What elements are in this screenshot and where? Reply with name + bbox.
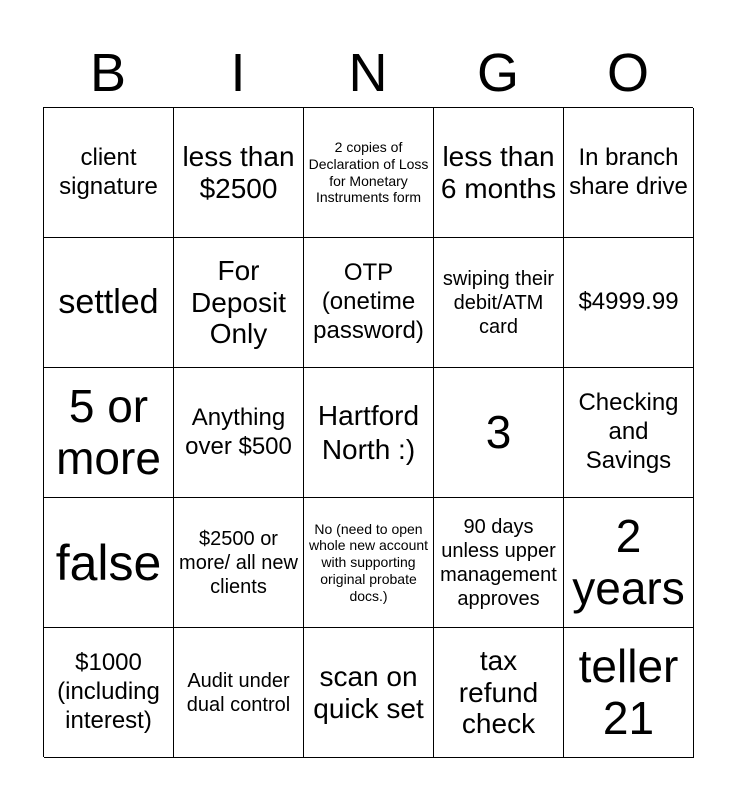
bingo-cell-r2-c2[interactable] — [174, 238, 304, 368]
bingo-cell-text: 90 days unless upper management approves — [440, 515, 557, 610]
bingo-cell-r5-c1[interactable] — [44, 628, 174, 758]
bingo-cell-text: In branch share drive — [569, 143, 688, 200]
bingo-cell-r2-c4[interactable] — [434, 238, 564, 368]
bingo-cell-text: OTP (onetime password) — [313, 259, 424, 344]
bingo-cell-r3-c1[interactable] — [44, 368, 174, 498]
bingo-cell-r4-c5[interactable] — [564, 498, 694, 628]
bingo-cell-r5-c4[interactable] — [434, 628, 564, 758]
header-letter-o: O — [606, 43, 649, 103]
bingo-cell-text: 3 — [485, 405, 512, 458]
bingo-cell-r4-c3[interactable] — [304, 498, 434, 628]
bingo-cell-text: 5 or more — [56, 379, 161, 484]
bingo-cell-text: less than 6 months — [440, 141, 557, 204]
bingo-cell-r1-c5[interactable] — [564, 108, 694, 238]
header-letter-i: I — [230, 43, 246, 103]
bingo-cell-r1-c3[interactable] — [304, 108, 434, 238]
bingo-cell-text: Checking and Savings — [578, 389, 679, 474]
bingo-cell-r3-c2[interactable] — [174, 368, 304, 498]
bingo-card-grid — [43, 107, 693, 757]
bingo-cell-text: tax refund check — [458, 645, 539, 740]
bingo-cell-text: $4999.99 — [578, 288, 679, 316]
bingo-cell-text: false — [55, 534, 162, 591]
bingo-cell-text: teller 21 — [578, 639, 679, 744]
bingo-cell-r4-c2[interactable] — [174, 498, 304, 628]
bingo-cell-r3-c5[interactable] — [564, 368, 694, 498]
bingo-cell-text: $2500 or more/ all new clients — [179, 527, 298, 598]
bingo-cell-r4-c4[interactable] — [434, 498, 564, 628]
bingo-cell-r5-c5[interactable] — [564, 628, 694, 758]
bingo-cell-text: 2 copies of Declaration of Loss for Monetary Instruments form — [308, 138, 429, 206]
bingo-cell-text: No (need to open whole new account with supporting original probate docs.) — [308, 520, 429, 604]
bingo-cell-r1-c4[interactable] — [434, 108, 564, 238]
bingo-cell-r2-c5[interactable] — [564, 238, 694, 368]
bingo-cell-r4-c1[interactable] — [44, 498, 174, 628]
bingo-cell-text: $1000 (including interest) — [57, 649, 160, 734]
bingo-cell-text: client signature — [59, 143, 158, 200]
header-letter-b: B — [89, 43, 127, 103]
header-letter-g: G — [476, 43, 519, 103]
bingo-header — [43, 40, 693, 106]
bingo-cell-text: less than $2500 — [182, 141, 295, 204]
bingo-cell-text: swiping their debit/ATM card — [442, 267, 555, 338]
bingo-cell-r3-c4[interactable] — [434, 368, 564, 498]
bingo-cell-text: Anything over $500 — [185, 403, 292, 460]
bingo-cell-r5-c3[interactable] — [304, 628, 434, 758]
bingo-cell-r2-c3[interactable] — [304, 238, 434, 368]
bingo-cell-text: 2 years — [572, 509, 685, 614]
bingo-cell-text: For Deposit Only — [191, 255, 286, 350]
header-letter-n: N — [348, 43, 388, 103]
bingo-cell-r5-c2[interactable] — [174, 628, 304, 758]
bingo-cell-text: scan on quick set — [313, 661, 424, 724]
bingo-cell-text: Hartford North :) — [317, 399, 420, 465]
bingo-cell-r3-c3[interactable] — [304, 368, 434, 498]
bingo-cell-text: Audit under dual control — [186, 669, 291, 716]
bingo-cell-r2-c1[interactable] — [44, 238, 174, 368]
bingo-cell-text: settled — [58, 283, 159, 322]
bingo-cell-r1-c1[interactable] — [44, 108, 174, 238]
bingo-cell-r1-c2[interactable] — [174, 108, 304, 238]
